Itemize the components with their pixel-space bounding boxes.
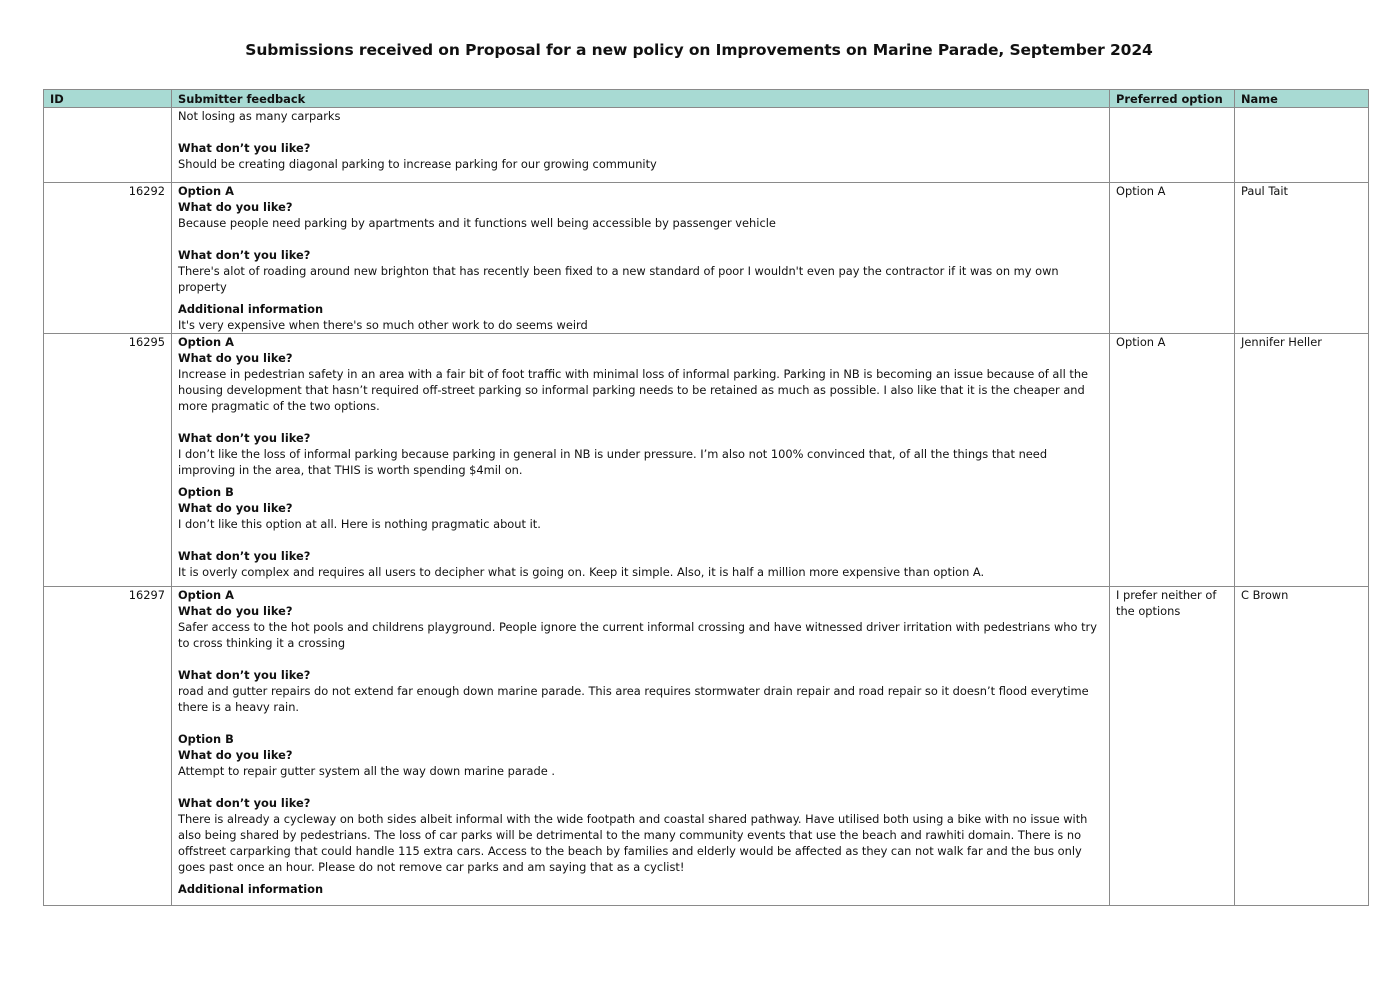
- feedback-text: There's alot of roading around new brighton that has recently been fixed to a new standard of poor I wouldn't even pay the contractor if it was on my own property: [178, 264, 1059, 294]
- feedback-heading: Option A: [178, 588, 234, 602]
- feedback-heading: What don’t you like?: [178, 668, 311, 682]
- feedback-text: Increase in pedestrian safety in an area with a fair bit of foot traffic with minimal loss of informal parking. Parking in NB is becoming an issue because of all the housing development that hasn’t required off-street parking so informal parking needs to be retained as much as possible. I also like that it is the cheaper and more pragmatic of the two options.: [178, 367, 1089, 413]
- table-row: [44, 183, 1369, 334]
- feedback-text: Attempt to repair gutter system all the way down marine parade .: [178, 764, 555, 778]
- feedback-heading: Option B: [178, 485, 234, 499]
- preferred-option: [1110, 108, 1235, 183]
- preferred-option: Option A: [1110, 334, 1235, 587]
- feedback-heading: What do you like?: [178, 351, 293, 365]
- submissions-table: [43, 89, 1369, 906]
- feedback-heading: What do you like?: [178, 200, 293, 214]
- table-row: [44, 334, 1369, 587]
- feedback-text: It's very expensive when there's so much other work to do seems weird: [178, 318, 588, 332]
- feedback-text: Should be creating diagonal parking to increase parking for our growing community: [178, 157, 657, 171]
- page-title: Submissions received on Proposal for a new policy on Improvements on Marine Parade, September 2024: [245, 41, 1153, 59]
- table-row: [44, 587, 1369, 906]
- feedback-heading: What don’t you like?: [178, 248, 311, 262]
- feedback-heading: What don’t you like?: [178, 141, 311, 155]
- feedback-text: It is overly complex and requires all users to decipher what is going on. Keep it simple. Also, it is half a million more expensive than option A.: [178, 565, 985, 579]
- feedback-heading: What don’t you like?: [178, 549, 311, 563]
- column-header-feedback: Submitter feedback: [172, 90, 1110, 108]
- submitter-name: Paul Tait: [1235, 183, 1369, 334]
- submission-id: 16295: [44, 334, 172, 587]
- table-row: [44, 108, 1369, 183]
- submitter-feedback: [172, 183, 1110, 334]
- preferred-option: I prefer neither of the options: [1110, 587, 1235, 906]
- column-header-name: Name: [1235, 90, 1369, 108]
- submitter-feedback: [172, 108, 1110, 183]
- feedback-text: Safer access to the hot pools and childrens playground. People ignore the current informal crossing and have witnessed driver irritation with pedestrians who try to cross thinking it a crossing: [178, 620, 1097, 650]
- submission-id: [44, 108, 172, 183]
- feedback-text: I don’t like the loss of informal parking because parking in general in NB is under pressure. I’m also not 100% convinced that, of all the things that need improving in the area, that THIS is worth spending $4mil on.: [178, 447, 1048, 477]
- column-header-preferred-option: Preferred option: [1110, 90, 1235, 108]
- submitter-name: C Brown: [1235, 587, 1369, 906]
- submitter-name: Jennifer Heller: [1235, 334, 1369, 587]
- feedback-heading: Option A: [178, 335, 234, 349]
- feedback-heading: What do you like?: [178, 501, 293, 515]
- feedback-text: Because people need parking by apartments and it functions well being accessible by passenger vehicle: [178, 216, 776, 230]
- preferred-option: Option A: [1110, 183, 1235, 334]
- submitter-name: [1235, 108, 1369, 183]
- feedback-text: road and gutter repairs do not extend far enough down marine parade. This area requires stormwater drain repair and road repair so it doesn’t flood everytime there is a heavy rain.: [178, 684, 1089, 714]
- feedback-heading: Additional information: [178, 882, 324, 896]
- feedback-heading: Additional information: [178, 302, 324, 316]
- table-header-row: [44, 90, 1369, 108]
- submission-id: 16292: [44, 183, 172, 334]
- feedback-text: There is already a cycleway on both sides albeit informal with the wide footpath and coastal shared pathway. Have utilised both using a bike with no issue with also being shared by pedestrians. The loss of car parks will be detrimental to the many community events that use the beach and rawhiti domain. There is no offstreet carparking that could handle 115 extra cars. Access to the beach by families and elderly would be affected as they can not walk far and the bus only goes past once an hour. Please do not remove car parks and am saying that as a cyclist!: [178, 812, 1088, 874]
- submission-id: 16297: [44, 587, 172, 906]
- feedback-text: Not losing as many carparks: [178, 109, 341, 123]
- submitter-feedback: [172, 587, 1110, 906]
- feedback-heading: What do you like?: [178, 604, 293, 618]
- feedback-heading: What don’t you like?: [178, 796, 311, 810]
- submitter-feedback: [172, 334, 1110, 587]
- feedback-heading: Option B: [178, 732, 234, 746]
- column-header-id: ID: [44, 90, 172, 108]
- feedback-text: I don’t like this option at all. Here is nothing pragmatic about it.: [178, 517, 541, 531]
- feedback-heading: Option A: [178, 184, 234, 198]
- feedback-heading: What don’t you like?: [178, 431, 311, 445]
- feedback-heading: What do you like?: [178, 748, 293, 762]
